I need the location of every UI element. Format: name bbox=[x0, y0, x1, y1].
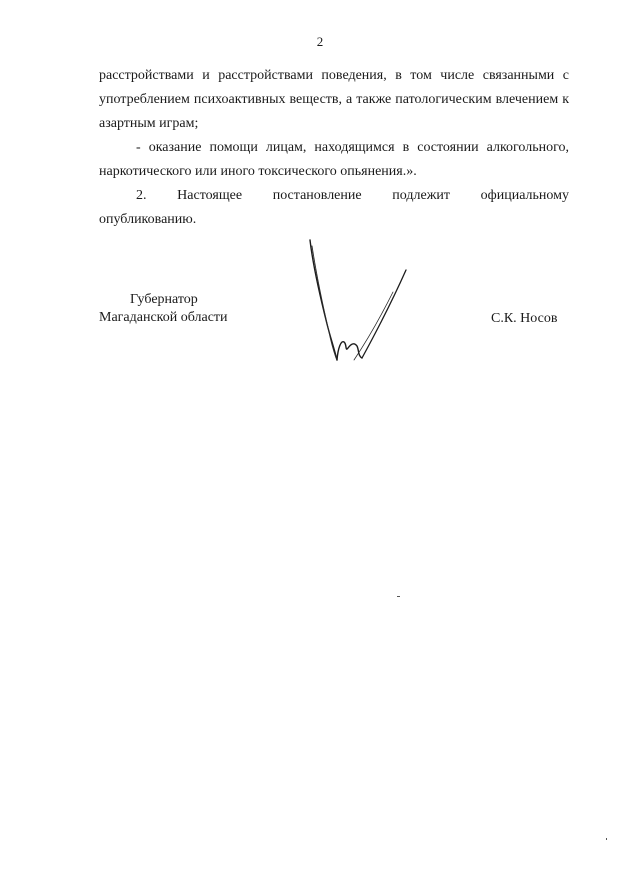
paragraph-list-item: - оказание помощи лицам, находящимся в состоянии алкогольного, наркотического или иного токсического опьянения.». bbox=[99, 140, 569, 179]
document-body bbox=[99, 64, 569, 232]
scan-speck bbox=[606, 838, 607, 840]
scan-speck bbox=[397, 596, 400, 597]
page-number: 2 bbox=[316, 34, 324, 49]
position-region: Магаданской области bbox=[99, 310, 228, 325]
paragraph-publication-line1: 2. Настоящее постановление подлежит официальному bbox=[136, 188, 569, 203]
signatory-position bbox=[99, 291, 259, 327]
paragraph-continuation: расстройствами и расстройствами поведения, в том числе связанными с употреблением психоактивных веществ, а также патологическим влечением к азартным играм; bbox=[99, 68, 569, 131]
paragraph-publication-line2: опубликованию. bbox=[99, 212, 197, 227]
handwritten-signature-icon bbox=[296, 236, 416, 368]
position-title: Губернатор bbox=[130, 292, 198, 307]
signatory-name: С.К. Носов bbox=[491, 311, 558, 326]
